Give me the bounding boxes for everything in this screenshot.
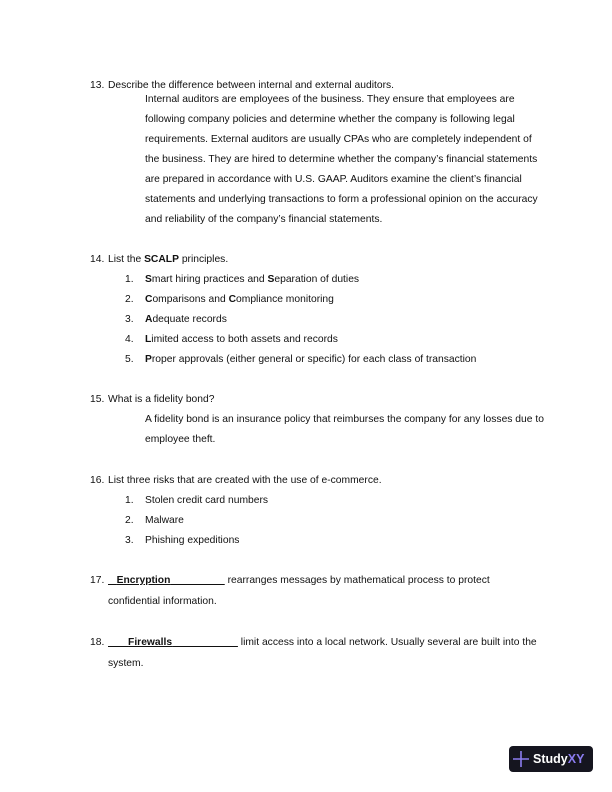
item-part: omparisons and xyxy=(152,294,229,305)
list-number: 2. xyxy=(125,515,134,526)
answer-line: A fidelity bond is an insurance policy that reimburses the company for any losses due to xyxy=(145,414,544,425)
item-part: mart hiring practices and xyxy=(151,274,268,285)
item-part: P xyxy=(145,354,152,365)
blank-answer: Encryption xyxy=(116,575,171,586)
list-item: Malware xyxy=(145,515,184,526)
item-part: ompliance monitoring xyxy=(236,294,334,305)
question-text xyxy=(108,253,228,267)
answer-line: Internal auditors are employees of the business. They ensure that employees are xyxy=(145,94,515,105)
answer-line: requirements. External auditors are usually CPAs who are completely independent of xyxy=(145,134,532,145)
fill-in-sentence xyxy=(108,574,490,588)
list-number: 1. xyxy=(125,274,134,285)
answer-line: and reliability of the company’s financial statements. xyxy=(145,214,383,225)
list-item xyxy=(145,333,338,347)
sentence-continuation: system. xyxy=(108,658,144,669)
list-number: 2. xyxy=(125,294,134,305)
plus-icon xyxy=(509,748,533,770)
studyxy-logo xyxy=(509,746,593,772)
item-part: C xyxy=(228,294,237,305)
answer-line: are prepared in accordance with U.S. GAAP. Auditors examine the client’s financial xyxy=(145,174,522,185)
blank-pad xyxy=(108,637,128,648)
question-text: What is a fidelity bond? xyxy=(108,394,215,405)
list-item xyxy=(145,353,476,367)
answer-line: statements and underlying transactions to form a professional opinion on the accuracy xyxy=(145,194,538,205)
item-part: S xyxy=(145,274,152,285)
q-post: principles. xyxy=(178,254,229,265)
question-number: 16. xyxy=(90,475,105,486)
sentence-continuation: confidential information. xyxy=(108,596,217,607)
item-part: S xyxy=(267,274,275,285)
list-number: 4. xyxy=(125,334,134,345)
blank-answer: Firewalls xyxy=(128,637,173,648)
question-number: 14. xyxy=(90,254,105,265)
list-item xyxy=(145,273,359,287)
list-number: 1. xyxy=(125,495,134,506)
list-number: 3. xyxy=(125,314,134,325)
q-pre: List the xyxy=(108,254,145,265)
blank-pad xyxy=(172,637,238,648)
question-number: 13. xyxy=(90,80,105,91)
question-number: 15. xyxy=(90,394,105,405)
sentence-rest: limit access into a local network. Usually several are built into the xyxy=(237,637,537,648)
q-bold: SCALP xyxy=(144,254,179,265)
question-number: 17. xyxy=(90,575,105,586)
item-part: roper approvals (either general or specific) for each class of transaction xyxy=(151,354,477,365)
blank-pad xyxy=(170,575,224,586)
fill-in-sentence xyxy=(108,636,537,650)
answer-line: the business. They are hired to determine whether the company’s financial statements xyxy=(145,154,538,165)
answer-line: following company policies and determine whether the company is following legal xyxy=(145,114,515,125)
list-item xyxy=(145,313,227,327)
item-part: L xyxy=(145,334,152,345)
list-item: Stolen credit card numbers xyxy=(145,495,269,506)
item-part: C xyxy=(145,294,153,305)
question-text: Describe the difference between internal and external auditors. xyxy=(108,80,395,91)
question-text: List three risks that are created with the use of e-commerce. xyxy=(108,475,382,486)
logo-text-accent: XY xyxy=(567,752,585,766)
item-part: A xyxy=(145,314,153,325)
list-number: 5. xyxy=(125,354,134,365)
answer-blank xyxy=(108,637,238,648)
list-item xyxy=(145,293,334,307)
item-part: imited access to both assets and records xyxy=(151,334,338,345)
question-number: 18. xyxy=(90,637,105,648)
list-item: Phishing expeditions xyxy=(145,535,240,546)
item-part: dequate records xyxy=(152,314,227,325)
sentence-rest: rearranges messages by mathematical process to protect xyxy=(224,575,490,586)
blank-pad xyxy=(108,575,117,586)
answer-line: employee theft. xyxy=(145,434,216,445)
list-number: 3. xyxy=(125,535,134,546)
answer-blank xyxy=(108,575,225,586)
item-part: eparation of duties xyxy=(274,274,360,285)
logo-text: Study xyxy=(533,752,568,766)
